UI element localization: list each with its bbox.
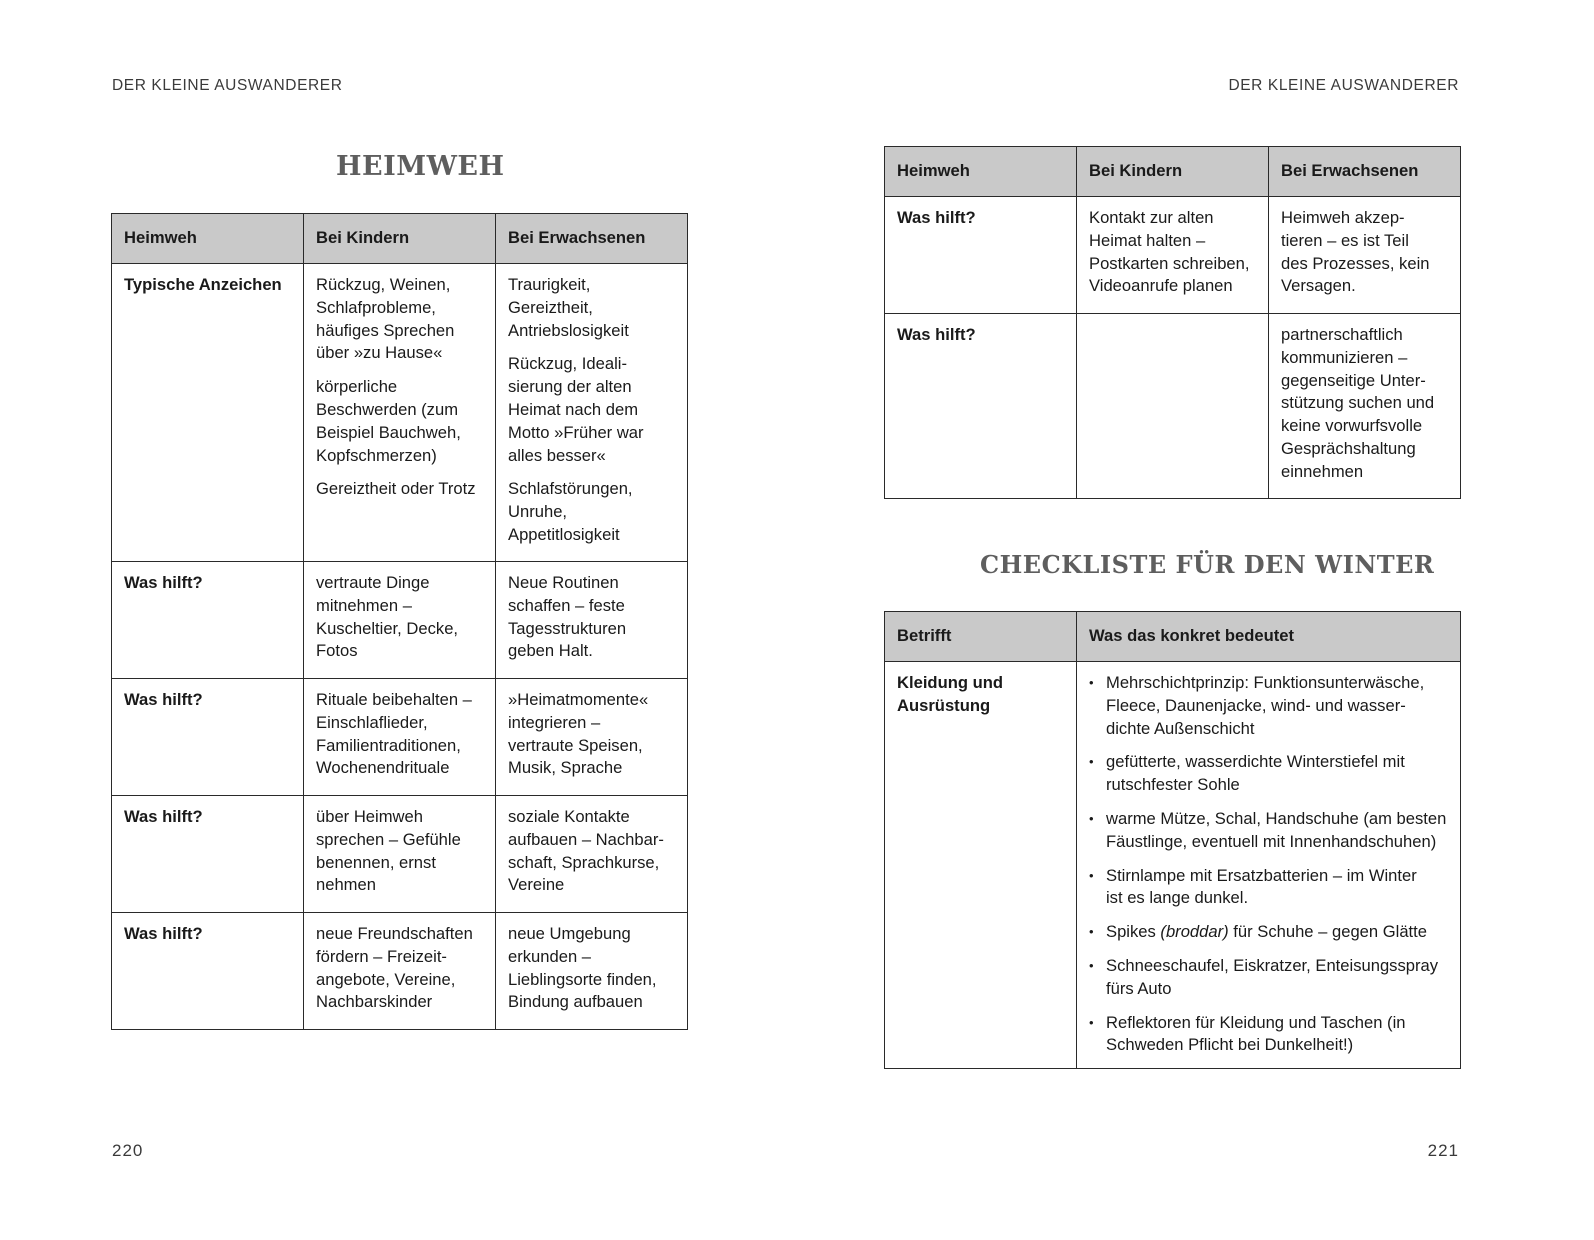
page-number-left: 220	[112, 1141, 144, 1160]
table-row	[112, 796, 688, 913]
list-item: • Schneeschaufel, Eiskratzer, Enteisungsspray fürs Auto	[1089, 955, 1450, 1001]
row-label-text: Kleidung und Ausrüstung	[897, 673, 1003, 715]
table-header-row	[112, 214, 688, 264]
column-header: Bei Erwachsenen	[496, 214, 688, 264]
cell-paragraph: Schlafstörungen, Unruhe, Appetitlosigkeit	[508, 479, 633, 544]
row-label	[885, 662, 1077, 1069]
heimweh-table-continued	[884, 146, 1461, 499]
table-header-row	[885, 612, 1461, 662]
kids-cell	[1077, 197, 1269, 314]
kids-cell	[304, 679, 496, 796]
table-row	[112, 562, 688, 679]
row-label: Typische Anzeichen	[112, 264, 304, 562]
kids-cell	[304, 913, 496, 1030]
kids-cell	[1077, 314, 1269, 499]
row-label: Was hilft?	[885, 314, 1077, 499]
cell-paragraph: Rückzug, Weinen, Schlafprobleme, häufiges Sprechen über »zu Hause«	[316, 275, 455, 363]
adults-cell	[1269, 314, 1461, 499]
adults-cell	[1269, 197, 1461, 314]
table-row	[112, 679, 688, 796]
adults-cell	[496, 913, 688, 1030]
cell-paragraph: soziale Kontakte aufbauen – Nachbar- schaft, Sprachkurse, Vereine	[508, 807, 664, 895]
column-header: Betrifft	[885, 612, 1077, 662]
running-head-right: DER KLEINE AUSWANDERER	[1228, 77, 1459, 94]
running-head-left: DER KLEINE AUSWANDERER	[112, 77, 343, 94]
column-header: Heimweh	[112, 214, 304, 264]
cell-paragraph: über Heimweh sprechen – Gefühle benennen, ernst nehmen	[316, 807, 461, 895]
adults-cell	[496, 562, 688, 679]
table-row	[885, 662, 1461, 1069]
cell-paragraph: vertraute Dinge mitnehmen – Kuscheltier, Decke, Fotos	[316, 573, 459, 661]
list-item: • warme Mütze, Schal, Handschuhe (am besten Fäustlinge, eventuell mit Innenhandschuhen)	[1089, 808, 1450, 854]
row-label: Was hilft?	[112, 562, 304, 679]
cell-paragraph: Neue Routinen schaffen – feste Tagesstrukturen geben Halt.	[508, 573, 627, 661]
cell-paragraph: körperliche Beschwerden (zum Beispiel Bauchweh, Kopfschmerzen)	[316, 377, 461, 465]
column-header: Bei Kindern	[304, 214, 496, 264]
cell-paragraph: Rückzug, Ideali- sierung der alten Heimat nach dem Motto »Früher war alles besser«	[508, 354, 644, 465]
kids-cell	[304, 796, 496, 913]
list-item: • gefütterte, wasserdichte Winterstiefel mit rutschfester Sohle	[1089, 751, 1450, 797]
kids-cell	[304, 264, 496, 562]
cell-paragraph: Gereiztheit oder Trotz	[316, 479, 476, 499]
cell-paragraph: »Heimatmomente« integrieren – vertraute Speisen, Musik, Sprache	[508, 690, 649, 778]
table-row	[885, 197, 1461, 314]
row-label: Was hilft?	[112, 913, 304, 1030]
list-item-text: Spikes	[1106, 922, 1161, 942]
row-label: Was hilft?	[885, 197, 1077, 314]
adults-cell	[496, 264, 688, 562]
table-row	[112, 913, 688, 1030]
column-header: Bei Erwachsenen	[1269, 147, 1461, 197]
column-header: Heimweh	[885, 147, 1077, 197]
section-title-checklist: CHECKLISTE FÜR DEN WINTER	[980, 550, 1435, 579]
adults-cell	[496, 796, 688, 913]
column-header: Was das konkret bedeutet	[1077, 612, 1461, 662]
cell-paragraph: Kontakt zur alten Heimat halten – Postkarten schreiben, Videoanrufe planen	[1089, 208, 1250, 296]
column-header: Bei Kindern	[1077, 147, 1269, 197]
swedish-term: (broddar)	[1160, 922, 1229, 942]
heimweh-table	[111, 213, 688, 1030]
section-title-heimweh: HEIMWEH	[336, 151, 505, 182]
cell-paragraph: partnerschaftlich kommunizieren – gegenseitige Unter- stützung suchen und keine vorwurfsvolle Gesprächshaltung einnehmen	[1281, 325, 1435, 481]
table-row	[112, 264, 688, 562]
table-row	[885, 314, 1461, 499]
cell-paragraph: neue Freundschaften fördern – Freizeit- angebote, Vereine, Nachbarskinder	[316, 924, 473, 1012]
cell-paragraph: Rituale beibehalten – Einschlaflieder, Familientraditionen, Wochenendrituale	[316, 690, 472, 778]
row-label: Was hilft?	[112, 679, 304, 796]
list-item: • Mehrschichtprinzip: Funktionsunterwäsche, Fleece, Daunenjacke, wind- und wasser- dichte Außenschicht	[1089, 672, 1450, 740]
table-header-row	[885, 147, 1461, 197]
cell-paragraph: Heimweh akzep- tieren – es ist Teil des Prozesses, kein Versagen.	[1281, 208, 1430, 296]
checklist-items	[1089, 672, 1450, 1057]
adults-cell	[496, 679, 688, 796]
cell-paragraph: Traurigkeit, Gereiztheit, Antriebslosigkeit	[508, 275, 629, 340]
kids-cell	[304, 562, 496, 679]
row-label: Was hilft?	[112, 796, 304, 913]
list-item: • Reflektoren für Kleidung und Taschen (in Schweden Pflicht bei Dunkelheit!)	[1089, 1012, 1450, 1058]
winter-checklist-table	[884, 611, 1461, 1069]
right-page	[797, 0, 1594, 1240]
checklist-cell	[1077, 662, 1461, 1069]
list-item-text: für Schuhe – gegen Glätte	[1228, 922, 1428, 942]
page-number-right: 221	[1427, 1141, 1459, 1160]
list-item: • Stirnlampe mit Ersatzbatterien – im Winter ist es lange dunkel.	[1089, 865, 1450, 911]
cell-paragraph: neue Umgebung erkunden – Lieblingsorte finden, Bindung aufbauen	[508, 924, 657, 1012]
list-item	[1089, 921, 1450, 944]
